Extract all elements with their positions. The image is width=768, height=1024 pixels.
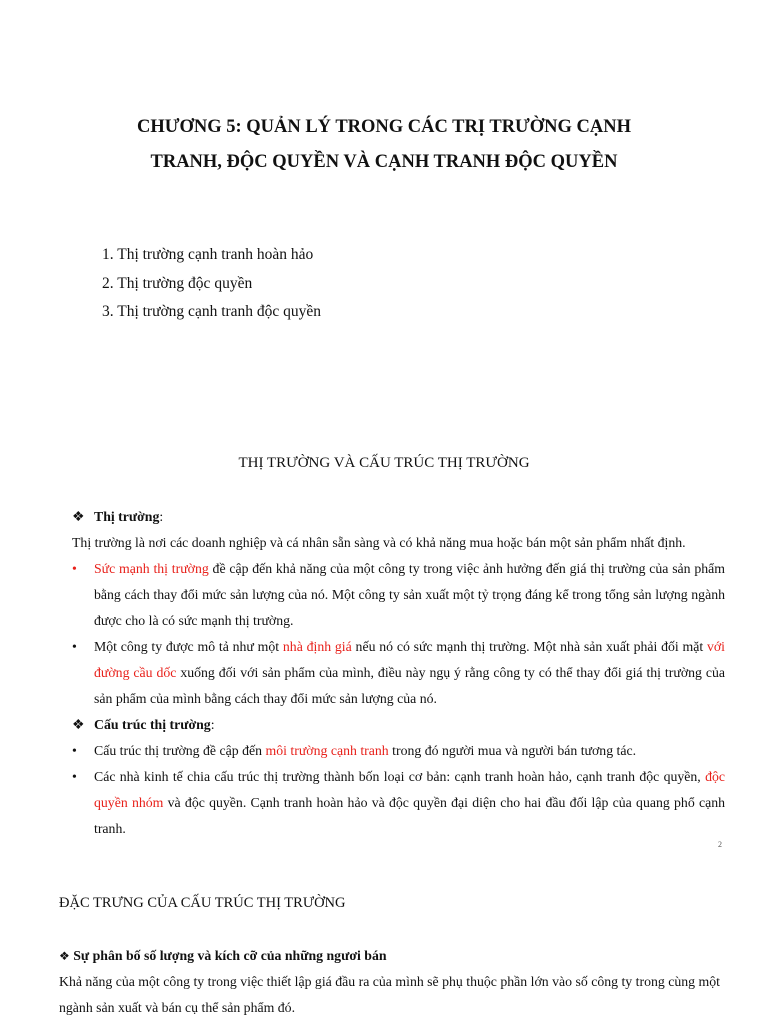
structure-heading-colon: : xyxy=(210,717,215,732)
four-diamond-icon: ❖ xyxy=(72,509,85,524)
sellers-section xyxy=(59,943,725,1021)
bullet-dot-icon: • xyxy=(72,743,77,758)
list-item-text: Các nhà kinh tế chia cấu trúc thị trường thành bốn loại cơ bản: cạnh tranh hoàn hảo, cạnh tranh độc quyền, xyxy=(94,769,706,784)
list-item xyxy=(72,556,725,634)
structure-heading: Cấu trúc thị trường xyxy=(94,717,211,732)
list-item xyxy=(72,634,725,712)
bullet-dot-icon: • xyxy=(72,639,77,654)
table-of-contents xyxy=(102,241,321,327)
highlight-text: Sức mạnh thị trường xyxy=(94,561,209,576)
sellers-text: Khả năng của một công ty trong việc thiết lập giá đầu ra của mình sẽ phụ thuộc phần lớn vào số công ty trong cùng một ngành sản xuất và bán cụ thể sản phẩm đó. xyxy=(59,974,720,1015)
chapter-title xyxy=(0,110,768,180)
list-item-text: xuống đối với sản phẩm của mình, điều này ngụ ý rằng công ty có thể thay đổi giá thị trường của sản phẩm của mình bằng cách thay đổi mức sản lượng của nó. xyxy=(94,665,725,706)
highlight-text: nhà định giá xyxy=(282,639,352,654)
four-diamond-icon: ❖ xyxy=(59,949,70,963)
four-diamond-icon: ❖ xyxy=(72,717,85,732)
highlight-text: môi trường cạnh tranh xyxy=(265,743,389,758)
chapter-title-line1: CHƯƠNG 5: QUẢN LÝ TRONG CÁC TRỊ TRƯỜNG CẠNH xyxy=(136,117,632,137)
market-heading: Thị trường xyxy=(94,509,160,524)
market-definition: Thị trường là nơi các doanh nghiệp và cá nhân sẵn sàng và có khả năng mua hoặc bán một sản phẩm nhất định. xyxy=(72,535,686,550)
toc-item: 3. Thị trường cạnh tranh độc quyền xyxy=(102,303,322,320)
section2-heading: ĐẶC TRƯNG CỦA CẤU TRÚC THỊ TRƯỜNG xyxy=(59,895,346,911)
highlight-text: với đường cầu dốc xyxy=(94,639,726,680)
list-item xyxy=(72,738,725,764)
list-item xyxy=(72,764,725,842)
structure-heading-row xyxy=(72,712,725,738)
market-heading-colon: : xyxy=(159,509,164,524)
sellers-heading: Sự phân bố số lượng và kích cỡ của những ngươi bán xyxy=(73,948,387,963)
list-item-text: nếu nó có sức mạnh thị trường. Một nhà sản xuất phải đối mặt xyxy=(351,639,707,654)
sellers-heading-row xyxy=(59,943,725,969)
list-item-text: trong đó người mua và người bán tương tác. xyxy=(388,743,637,758)
toc-item: 2. Thị trường độc quyền xyxy=(102,274,253,292)
bullet-dot-icon: • xyxy=(72,769,77,784)
list-item-text: đề cập đến khả năng của một công ty trong việc ảnh hưởng đến giá thị trường của sản phẩm bằng cách thay đổi mức sản lượng của nó. Một công ty sản xuất một tỷ trọng đáng kể trong tổng sản lượng ngành được cho là có sức mạnh thị trường. xyxy=(94,561,725,628)
list-item-text: Cấu trúc thị trường đề cập đến xyxy=(94,743,266,758)
market-section xyxy=(72,504,725,842)
toc-item: 1. Thị trường cạnh tranh hoàn hảo xyxy=(102,246,314,263)
chapter-title-line2: TRANH, ĐỘC QUYỀN VÀ CẠNH TRANH ĐỘC QUYỀN xyxy=(150,152,618,172)
section-heading: THỊ TRƯỜNG VÀ CẤU TRÚC THỊ TRƯỜNG xyxy=(238,455,530,471)
page-number: 2 xyxy=(718,840,722,849)
list-item-text: và độc quyền. Cạnh tranh hoàn hảo và độc quyền đại diện cho hai đầu đối lập của quang phổ cạnh tranh. xyxy=(94,795,726,836)
market-heading-row xyxy=(72,504,725,530)
bullet-dot-icon: • xyxy=(72,561,77,576)
list-item-text: Một công ty được mô tả như một xyxy=(94,639,283,654)
highlight-text: độc quyền nhóm xyxy=(94,769,725,810)
